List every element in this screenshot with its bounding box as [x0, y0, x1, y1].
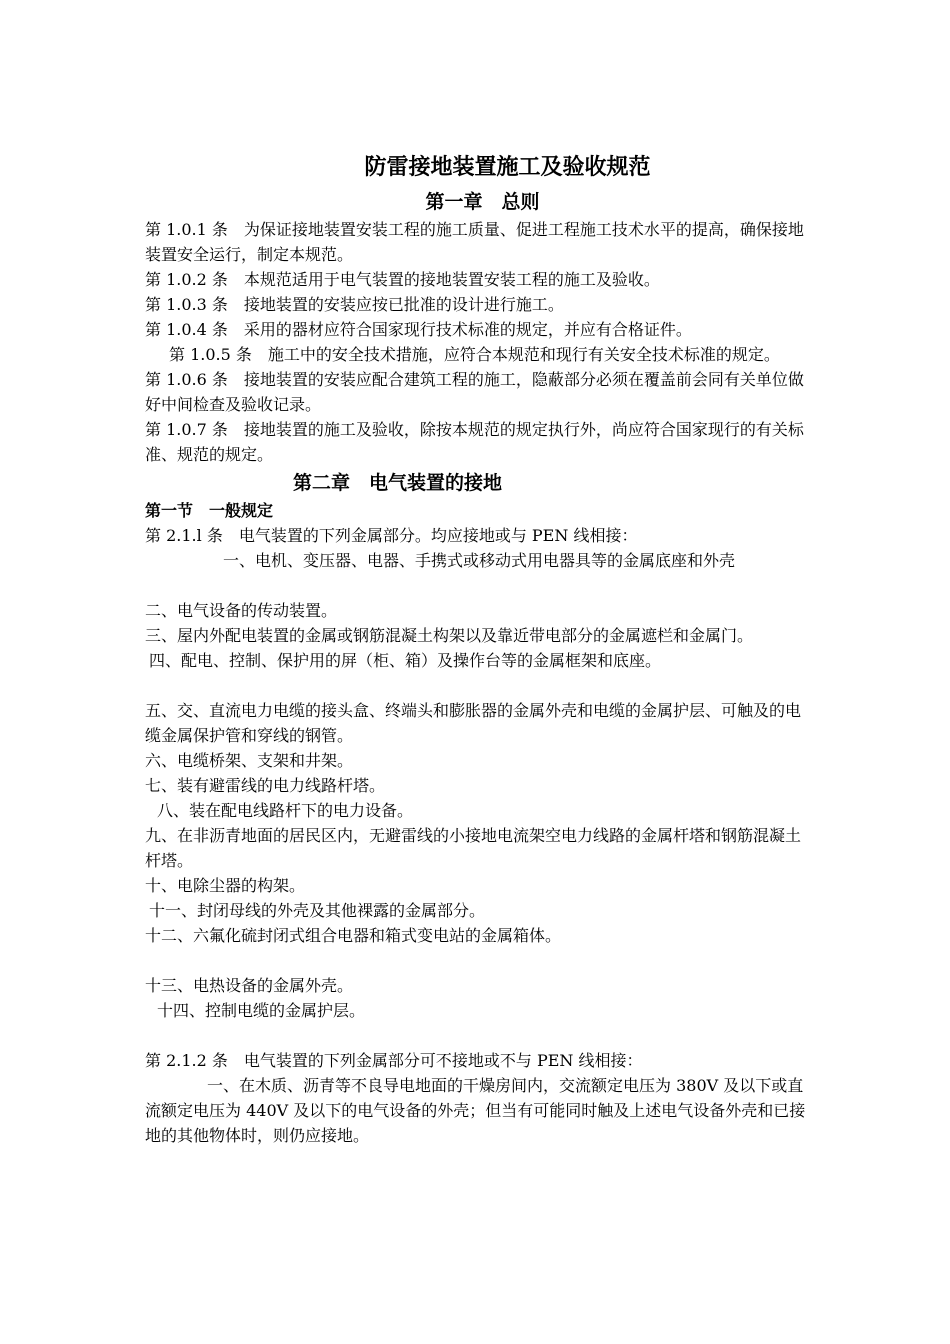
- article-1-0-5: 第 1.0.5 条 施工中的安全技术措施，应符合本规范和现行有关安全技术标准的规定。: [169, 345, 780, 364]
- blank-line: [145, 1023, 810, 1048]
- blank-line: [145, 948, 810, 973]
- list-item-3: 三、屋内外配电装置的金属或钢筋混凝土构架以及靠近带电部分的金属遮栏和金属门。: [145, 626, 754, 645]
- article-1-0-3: 第 1.0.3 条 接地装置的安装应按已批准的设计进行施工。: [145, 295, 564, 314]
- document-title: 防雷接地装置施工及验收规范: [364, 154, 651, 180]
- article-1-0-4: 第 1.0.4 条 采用的器材应符合国家现行技术标准的规定，并应有合格证件。: [145, 320, 692, 339]
- chapter-2-heading: 第二章 电气装置的接地: [292, 472, 502, 494]
- section-1-heading: 第一节 一般规定: [145, 501, 274, 520]
- article-2-1-2-item-1: 一、在木质、沥青等不良导电地面的干燥房间内，交流额定电压为 380V 及以下或直流额定电压为 440V 及以下的电气设备的外壳；但当有可能同时触及上述电气设备外壳和已接地的其他物体时，则仍应接地。: [145, 1076, 806, 1145]
- chapter-1-heading: 第一章 总则: [425, 191, 540, 213]
- article-2-1-2: 第 2.1.2 条 电气装置的下列金属部分可不接地或不与 PEN 线相接：: [145, 1051, 643, 1070]
- list-item-6: 六、电缆桥架、支架和井架。: [145, 751, 354, 770]
- blank-line: [145, 573, 810, 598]
- article-1-0-7: 第 1.0.7 条 接地装置的施工及验收，除按本规范的规定执行外，尚应符合国家现行的有关标准、规范的规定。: [145, 420, 804, 464]
- article-1-0-1: 第 1.0.1 条 为保证接地装置安装工程的施工质量、促进工程施工技术水平的提高，确保接地装置安全运行，制定本规范。: [145, 220, 804, 264]
- list-item-5: 五、交、直流电力电缆的接头盒、终端头和膨胀器的金属外壳和电缆的金属护层、可触及的电缆金属保护管和穿线的钢管。: [145, 701, 802, 745]
- list-item-12: 十二、六氟化硫封闭式组合电器和箱式变电站的金属箱体。: [145, 926, 562, 945]
- list-item-10: 十、电除尘器的构架。: [145, 876, 306, 895]
- article-1-0-2: 第 1.0.2 条 本规范适用于电气装置的接地装置安装工程的施工及验收。: [145, 270, 660, 289]
- document-body: [145, 150, 810, 1148]
- article-1-0-6: 第 1.0.6 条 接地装置的安装应配合建筑工程的施工，隐蔽部分必须在覆盖前会同有关单位做好中间检查及验收记录。: [145, 370, 804, 414]
- list-item-7: 七、装有避雷线的电力线路杆塔。: [145, 776, 386, 795]
- list-item-11: 十一、封闭母线的外壳及其他裸露的金属部分。: [149, 901, 486, 920]
- list-item-2: 二、电气设备的传动装置。: [145, 601, 338, 620]
- article-2-1-1: 第 2.1.l 条 电气装置的下列金属部分。均应接地或与 PEN 线相接：: [145, 526, 638, 545]
- list-item-1: 一、电机、变压器、电器、手携式或移动式用电器具等的金属底座和外壳: [223, 551, 736, 570]
- blank-line: [145, 673, 810, 698]
- list-item-14: 十四、控制电缆的金属护层。: [157, 1001, 366, 1020]
- list-item-9: 九、在非沥青地面的居民区内，无避雷线的小接地电流架空电力线路的金属杆塔和钢筋混凝土杆塔。: [145, 826, 802, 870]
- list-item-8: 八、装在配电线路杆下的电力设备。: [157, 801, 414, 820]
- list-item-13: 十三、电热设备的金属外壳。: [145, 976, 354, 995]
- list-item-4: 四、配电、控制、保护用的屏（柜、箱）及操作台等的金属框架和底座。: [149, 651, 662, 670]
